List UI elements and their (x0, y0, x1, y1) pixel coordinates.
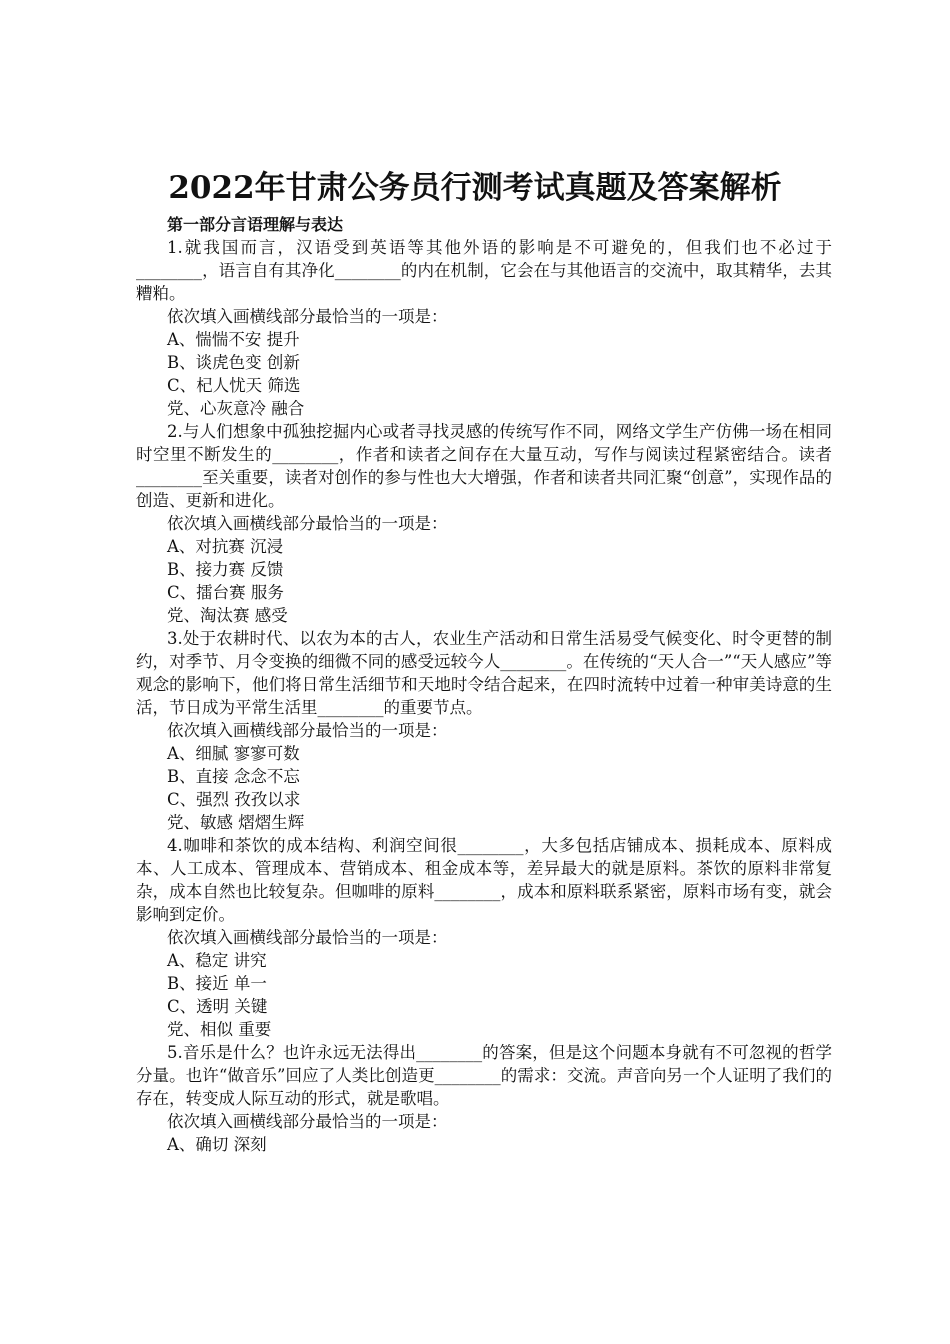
option-c: C、擂台赛 服务 (167, 583, 284, 602)
question-stem: 5.音乐是什么？也许永远无法得出________的答案，但是这个问题本身就有不可忽视的哲学分量。也许“做音乐”回应了人类比创造更________的需求：交流。声音向另一个人证明了我们的存在，转变成人际互动的形式，就是歌唱。 (136, 1043, 832, 1108)
question-stem: 2.与人们想象中孤独挖掘内心或者寻找灵感的传统写作不同，网络文学生产仿佛一场在相同时空里不断发生的________，作者和读者之间存在大量互动，写作与阅读过程紧密结合。读者________至关重要，读者对创作的参与性也大大增强，作者和读者共同汇聚“创意”，实现作品的创造、更新和进化。 (136, 422, 832, 510)
question-block (136, 420, 832, 627)
option-c: C、透明 关键 (167, 997, 268, 1016)
option-a: A、稳定 讲究 (167, 951, 267, 970)
option-d: 党、敏感 熠熠生辉 (167, 813, 305, 832)
question-block (136, 834, 832, 1041)
option-b: B、谈虎色变 创新 (167, 353, 300, 372)
option-a: A、细腻 寥寥可数 (167, 744, 300, 763)
question-block (136, 1041, 832, 1156)
question-stem: 4.咖啡和茶饮的成本结构、利润空间很________，大多包括店铺成本、损耗成本、原料成本、人工成本、管理成本、营销成本、租金成本等，差异最大的就是原料。茶饮的原料非常复杂，成本自然也比较复杂。但咖啡的原料________，成本和原料联系紧密，原料市场有变，就会影响到定价。 (136, 836, 832, 924)
option-d: 党、心灰意冷 融合 (167, 399, 305, 418)
option-d: 党、相似 重要 (167, 1020, 272, 1039)
question-stem: 3.处于农耕时代、以农为本的古人，农业生产活动和日常生活易受气候变化、时令更替的制约，对季节、月令变换的细微不同的感受远较今人________。在传统的“天人合一”“天人感应”等观念的影响下，他们将日常生活细节和天地时令结合起来，在四时流转中过着一种审美诗意的生活，节日成为平常生活里________的重要节点。 (136, 629, 832, 717)
document-title: 2022年甘肃公务员行测考试真题及答案解析 (168, 170, 782, 206)
question-instruction: 依次填入画横线部分最恰当的一项是： (167, 514, 448, 533)
question-block (136, 236, 832, 420)
question-block (136, 627, 832, 834)
option-b: B、接力赛 反馈 (167, 560, 284, 579)
question-stem: 1.就我国而言，汉语受到英语等其他外语的影响是不可避免的，但我们也不必过于________，语言自有其净化________的内在机制，它会在与其他语言的交流中，取其精华，去其糟粕。 (136, 238, 832, 303)
option-a: A、确切 深刻 (167, 1135, 267, 1154)
question-instruction: 依次填入画横线部分最恰当的一项是： (167, 1112, 448, 1131)
question-instruction: 依次填入画横线部分最恰当的一项是： (167, 307, 448, 326)
option-b: B、接近 单一 (167, 974, 267, 993)
question-instruction: 依次填入画横线部分最恰当的一项是： (167, 721, 448, 740)
document-body (136, 213, 832, 1156)
question-instruction: 依次填入画横线部分最恰当的一项是： (167, 928, 448, 947)
option-a: A、对抗赛 沉浸 (167, 537, 284, 556)
option-a: A、惴惴不安 提升 (167, 330, 300, 349)
option-d: 党、淘汰赛 感受 (167, 606, 288, 625)
option-c: C、强烈 孜孜以求 (167, 790, 301, 809)
option-c: C、杞人忧天 筛选 (167, 376, 301, 395)
section-heading: 第一部分言语理解与表达 (167, 215, 344, 234)
option-b: B、直接 念念不忘 (167, 767, 300, 786)
